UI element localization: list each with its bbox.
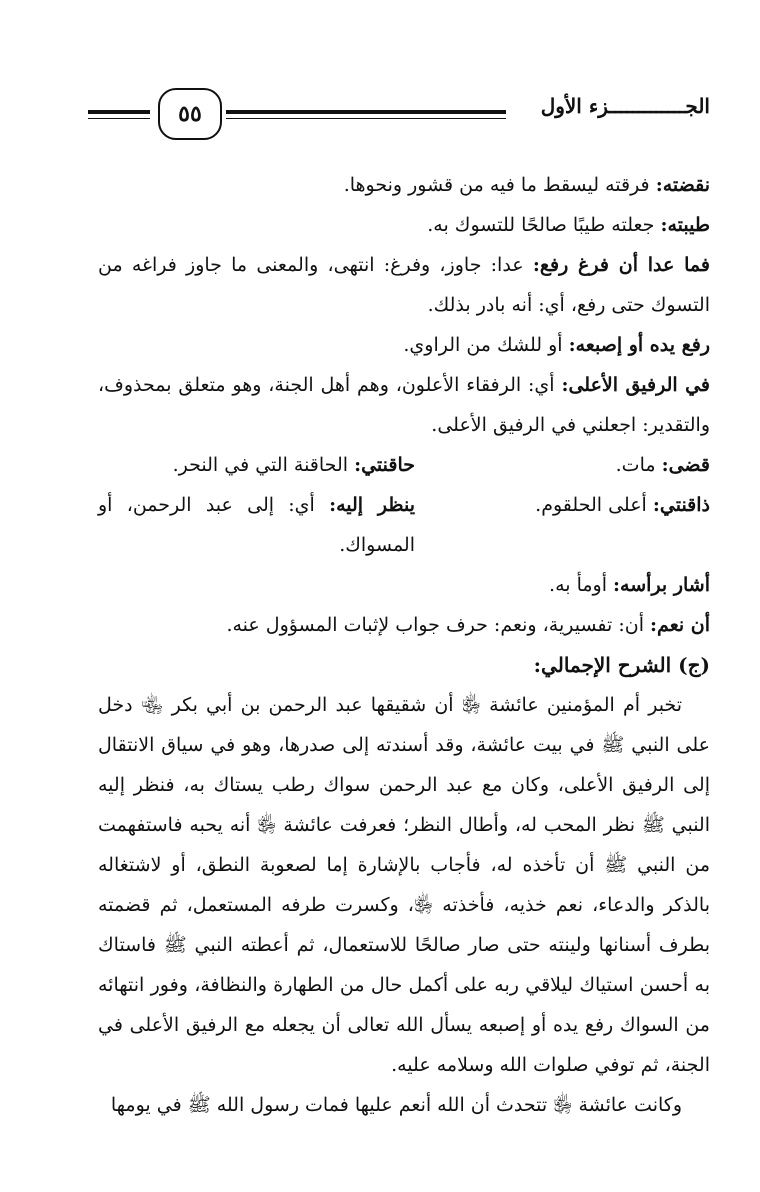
definition-term: رفع يده أو إصبعه: (568, 334, 710, 356)
definition-term: ينظر إليه: (329, 494, 415, 516)
definition-term: طيبته: (660, 214, 710, 236)
definition-text: أي: الرفقاء الأعلون، وهم أهل الجنة، وهو متعلق بمحذوف، والتقدير: اجعلني في الرفيق الأعلى. (98, 374, 710, 436)
definition-line (98, 325, 710, 365)
definition-text: أعلى الحلقوم. (535, 494, 653, 516)
definition-term: ذاقنتي: (652, 494, 710, 516)
page-number (158, 88, 222, 140)
closing-paragraph: وكانت عائشة ﵂ تتحدث أن الله أنعم عليها فمات رسول الله ﷺ في يومها (110, 1094, 682, 1116)
definition-term: أشار برأسه: (613, 574, 710, 596)
definition-pair-first (415, 445, 710, 485)
definition-text: فرقته ليسقط ما فيه من قشور ونحوها. (343, 174, 656, 196)
definition-text: مات. (615, 454, 662, 476)
running-title: الجـــــــــــــزء الأول (540, 94, 710, 118)
definition-pair-second (98, 485, 415, 565)
definition-line (98, 565, 710, 605)
definition-pair-row (98, 485, 710, 565)
definition-text: أو للشك من الراوي. (403, 334, 569, 356)
definition-line (98, 245, 710, 325)
definition-text: أي: إلى عبد الرحمن، أو المسواك. (98, 494, 415, 556)
page-number-text: ٥٥ (178, 101, 202, 127)
definition-term: فما عدا أن فرغ رفع: (532, 254, 710, 276)
section-heading: (ج) الشرح الإجمالي: (533, 653, 710, 677)
definition-term: نقضته: (655, 174, 710, 196)
definition-pair-second (98, 445, 415, 485)
definition-line (98, 605, 710, 645)
definition-term: قضى: (661, 454, 710, 476)
definition-pair-row (98, 445, 710, 485)
page-header (88, 88, 710, 148)
definition-line (98, 365, 710, 445)
page-body (98, 165, 710, 1125)
definition-term: في الرفيق الأعلى: (561, 374, 711, 396)
definition-text: عدا: جاوز، وفرغ: انتهى، والمعنى ما جاوز فراغه من التسوك حتى رفع، أي: أنه بادر بذلك. (98, 254, 710, 316)
definition-text: الحاقنة التي في النحر. (172, 454, 355, 476)
header-rule-left (88, 110, 150, 114)
definition-term: حاقنتي: (354, 454, 415, 476)
header-rule-left-thin (88, 118, 150, 119)
header-rule-middle-thin (226, 118, 506, 119)
definition-line (98, 205, 710, 245)
definition-text: أومأ به. (549, 574, 614, 596)
definition-line (98, 165, 710, 205)
summary-paragraph: تخبر أم المؤمنين عائشة ﵂ أن شقيقها عبد الرحمن بن أبي بكر ﵄ دخل على النبي ﷺ في بيت عائشة، وقد أسندته إلى صدرها، وهو في سياق الانتقال إلى الرفيق الأعلى، وكان مع عبد الرحمن سواك رطب يستاك به، فنظر إليه النبي ﷺ نظر المحب له، وأطال النظر؛ فعرفت عائشة ﵂ أنه يحبه فاستفهمت من النبي ﷺ أن تأخذه له، فأجاب بالإشارة إما لصعوبة النطق، أو لاشتغاله بالذكر والدعاء، نعم خذيه، فأخذته ﵂، وكسرت طرفه المستعمل، ثم قضمته بطرف أسنانها ولينته حتى صار صالحًا للاستعمال، ثم أعطته النبي ﷺ فاستاك به أحسن استياك ليلاقي ربه على أكمل حال من الطهارة والنظافة، وفور انتهائه من السواك رفع يده أو إصبعه يسأل الله تعالى أن يجعله مع الرفيق الأعلى في الجنة، ثم توفي صلوات الله وسلامه عليه. (98, 694, 710, 1076)
definition-text: جعلته طيبًا صالحًا للتسوك به. (427, 214, 661, 236)
definition-term: أن نعم: (650, 614, 710, 636)
definition-pair-first (415, 485, 710, 565)
definition-text: أن: تفسيرية، ونعم: حرف جواب لإثبات المسؤول عنه. (226, 614, 651, 636)
header-rule-middle (226, 110, 506, 114)
